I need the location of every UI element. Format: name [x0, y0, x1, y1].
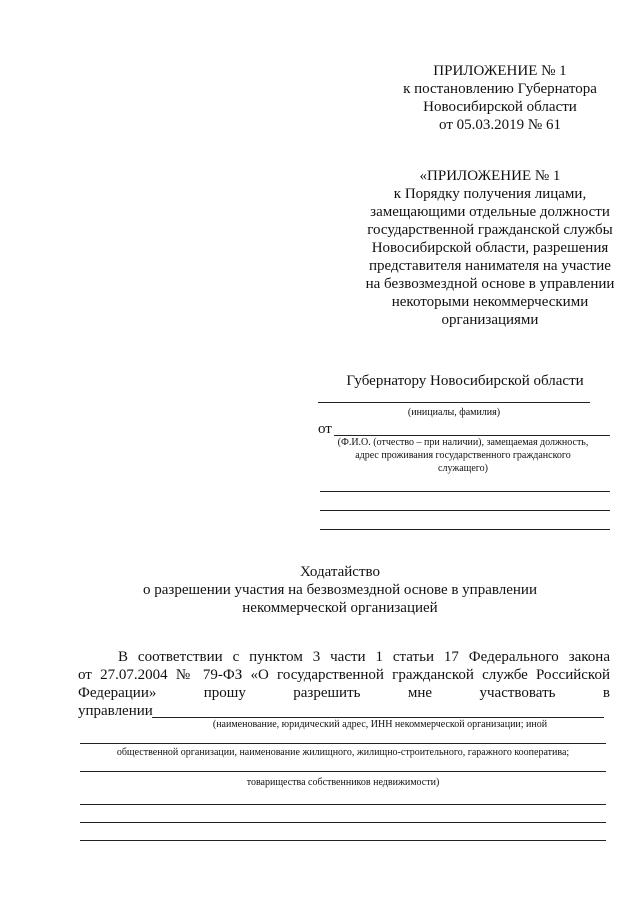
annex-line: некоторыми некоммерческими [391, 294, 589, 310]
from-hint-line: служащего) [438, 463, 488, 474]
addressee-to-line [318, 402, 590, 403]
body-word: мне [407, 685, 433, 701]
annex-line: на безвозмездной основе в управлении [365, 276, 615, 292]
annex-line: Новосибирской области, разрешения [371, 240, 609, 256]
body-line-1: В соответствии с пунктом 3 части 1 статьи 17 Федерального закона [118, 649, 610, 665]
annex-line: к Порядку получения лицами, [393, 186, 587, 202]
org-hint-1: (наименование, юридический адрес, ИНН некоммерческой организации; иной [212, 719, 548, 730]
from-extra-line-2 [320, 510, 610, 511]
addressee-to: Губернатору Новосибирской области [346, 373, 584, 389]
title-line: о разрешении участия на безвозмездной основе в управлении [143, 582, 537, 598]
body-word: участвовать [479, 685, 556, 701]
org-line-2 [80, 743, 606, 744]
annex-line: представителя нанимателя на участие [369, 258, 611, 274]
annex-line: организациями [441, 312, 539, 328]
title-line: Ходатайство [300, 564, 380, 580]
header-block [380, 62, 620, 134]
annex-line: государственной гражданской службы [367, 222, 613, 238]
body-line-3 [78, 684, 610, 702]
from-hint-line: адрес проживания государственного гражданского [355, 450, 571, 461]
body-word: в [602, 685, 610, 701]
from-hint-line: (Ф.И.О. (отчество – при наличии), замещаемая должность, [337, 437, 589, 448]
header-line: ПРИЛОЖЕНИЕ № 1 [433, 63, 567, 79]
body-word: Федерации» [78, 685, 157, 701]
document-title [0, 563, 640, 617]
from-label: от [318, 421, 332, 437]
from-hint [318, 436, 608, 475]
annex-line: «ПРИЛОЖЕНИЕ № 1 [419, 168, 561, 184]
header-line: Новосибирской области [423, 99, 577, 115]
body-word: разрешить [293, 685, 361, 701]
annex-line: замещающими отдельные должности [370, 204, 610, 220]
org-hint-2: общественной организации, наименование жилищного, жилищно-строительного, гаражного кооператива; [116, 747, 570, 758]
addressee-to-hint: (инициалы, фамилия) [407, 407, 501, 418]
org-hint-3: товарищества собственников недвижимости) [246, 777, 440, 788]
from-extra-line-1 [320, 491, 610, 492]
title-line: некоммерческой организацией [242, 600, 438, 616]
body-line-4-label: управлении [78, 703, 153, 719]
org-line-4 [80, 804, 606, 805]
header-line: от 05.03.2019 № 61 [439, 117, 561, 133]
org-line-6 [80, 840, 606, 841]
annex-block [320, 167, 640, 329]
from-extra-line-3 [320, 529, 610, 530]
org-line-3 [80, 771, 606, 772]
header-line: к постановлению Губернатора [403, 81, 597, 97]
org-line-5 [80, 822, 606, 823]
body-word: прошу [203, 685, 246, 701]
body-line-2: от 27.07.2004 № 79-ФЗ «О государственной гражданской службе Российской [78, 667, 610, 683]
